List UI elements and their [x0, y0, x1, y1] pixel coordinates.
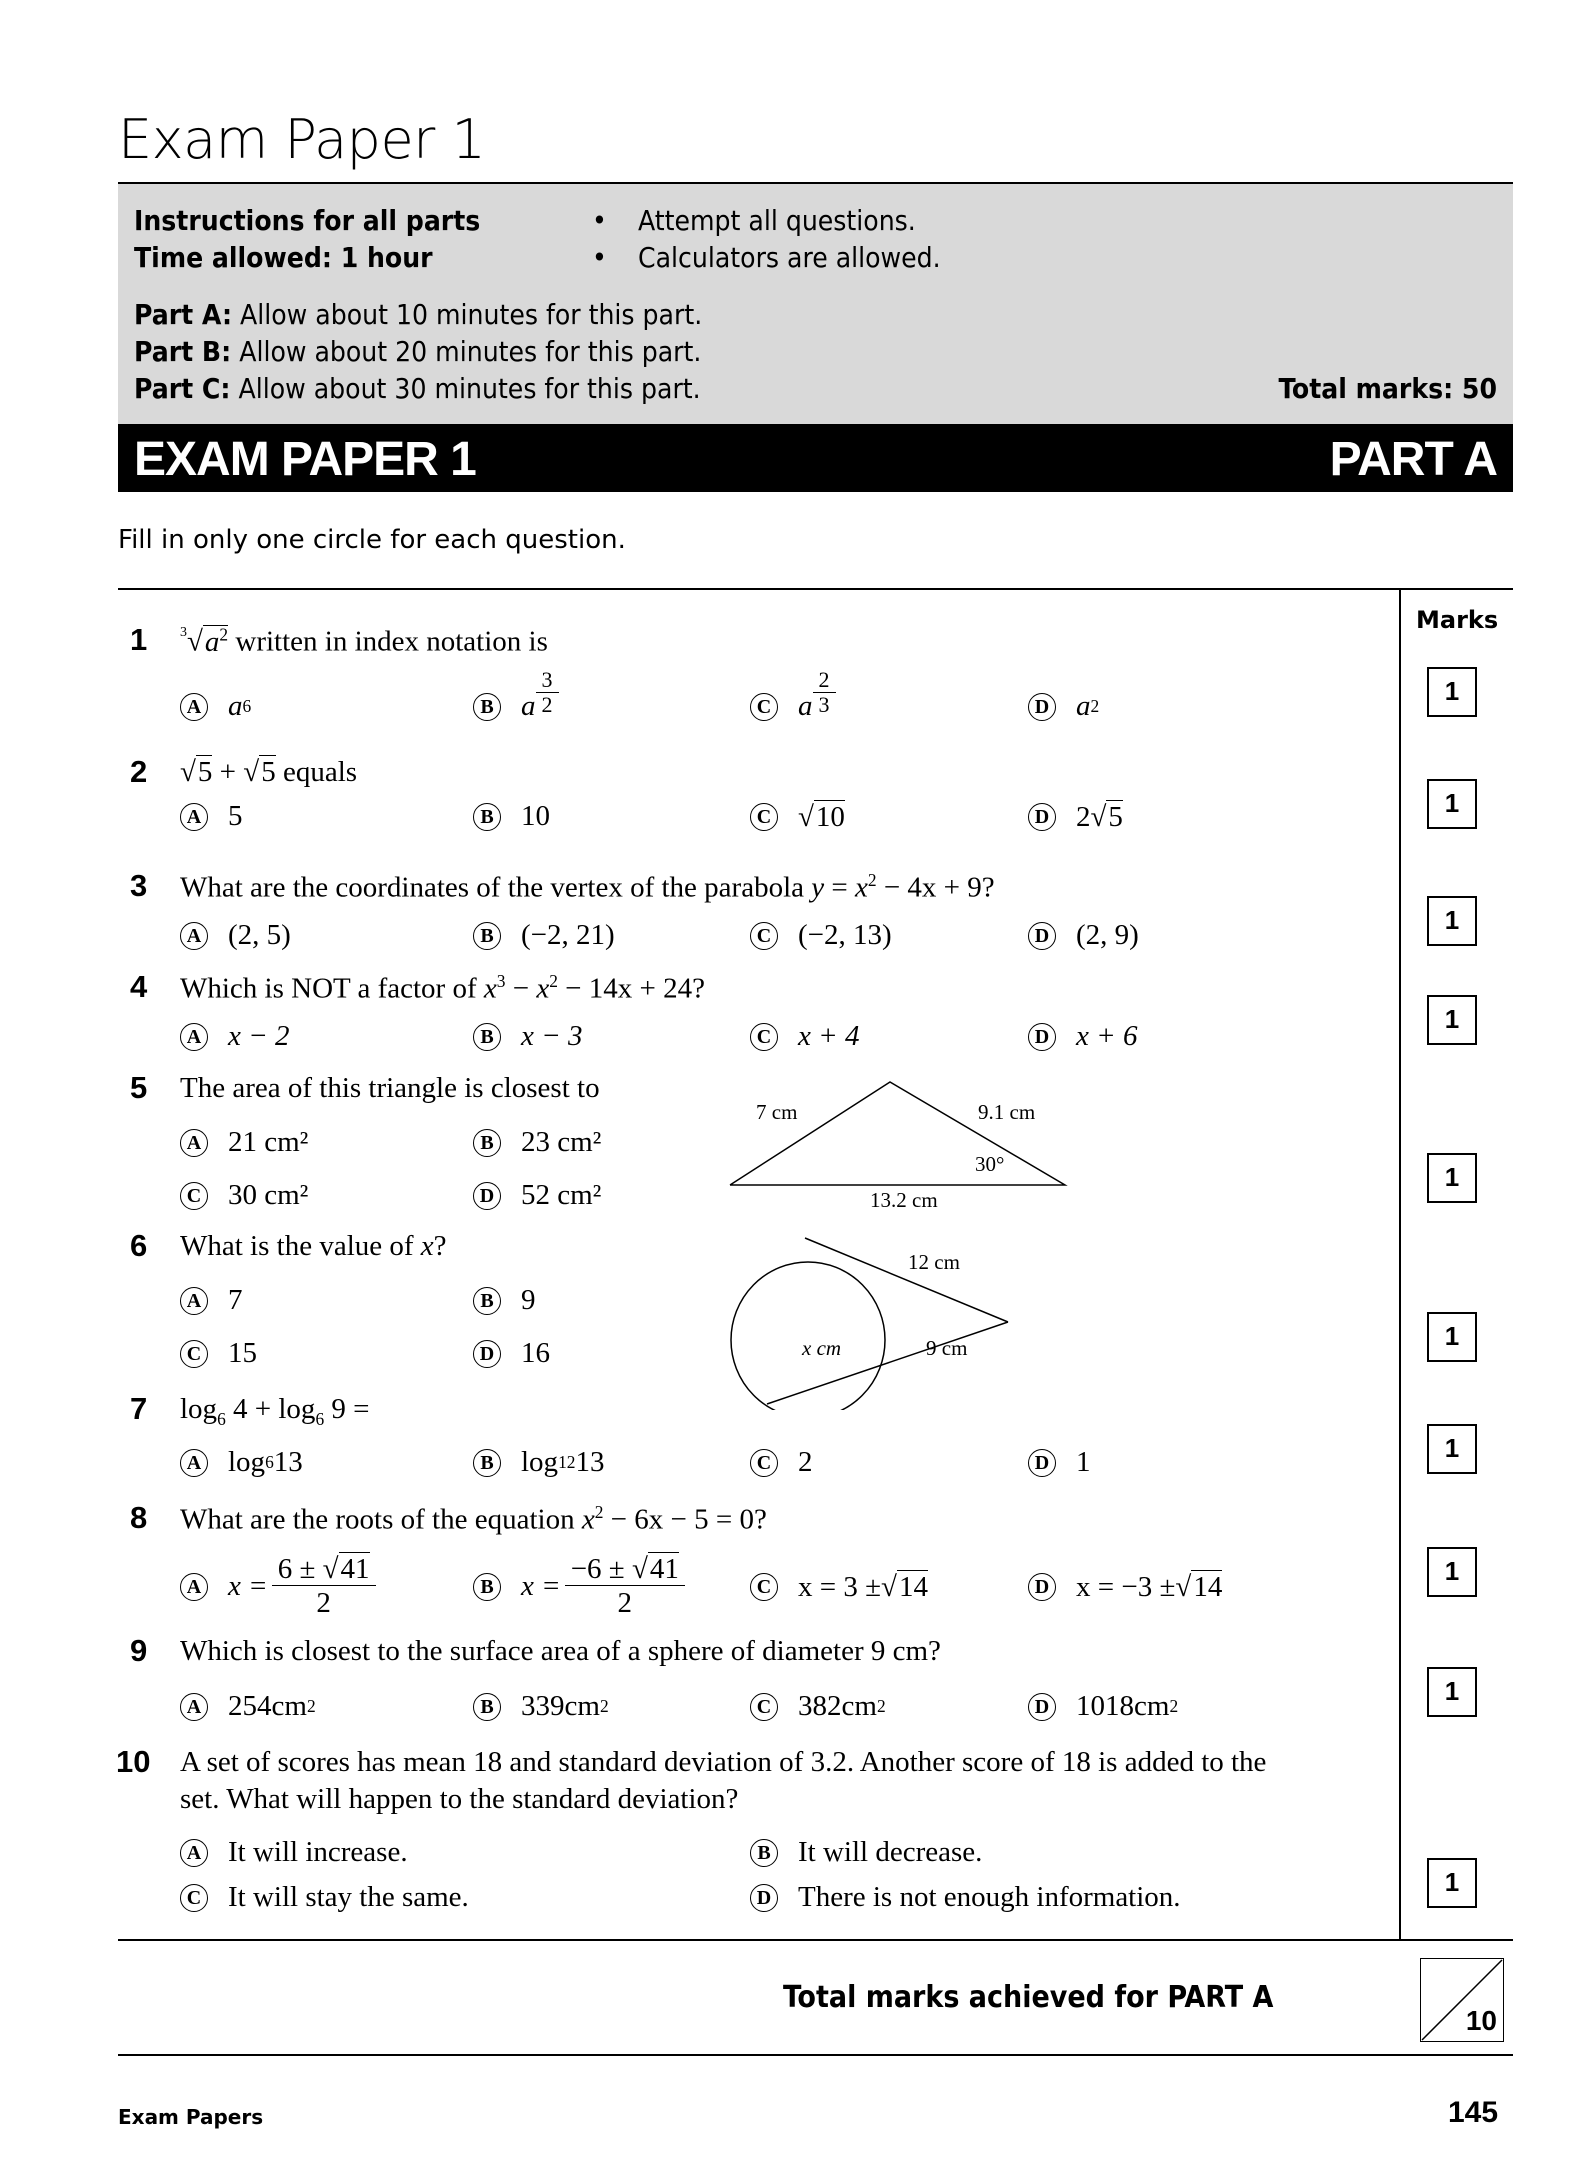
text: x = −3 ± [1076, 1570, 1176, 1603]
answer-bubble[interactable]: A [180, 693, 208, 721]
text: log [180, 1393, 218, 1425]
var: x [420, 1230, 434, 1262]
question-text-rest: written in index notation is [228, 625, 548, 658]
subscript: 6 [265, 1452, 274, 1472]
option-value: (2, 5) [228, 919, 291, 951]
question-text [180, 971, 705, 1006]
numerator: 2 [813, 668, 836, 693]
question-text [180, 756, 357, 789]
total-out-of: 10 [1465, 2005, 1497, 2036]
footer-rule [118, 2054, 1513, 2056]
question-number: 7 [130, 1391, 148, 1426]
exponent: 2 [1090, 696, 1100, 716]
part-label: Part C: [134, 372, 231, 405]
footer-section-name: Exam Papers [118, 2105, 264, 2129]
answer-bubble[interactable]: B [473, 803, 501, 831]
radical-icon: √ [1175, 1570, 1192, 1603]
answer-bubble[interactable]: D [1028, 1449, 1056, 1477]
answer-bubble[interactable]: B [473, 1023, 501, 1051]
part-a-timing [134, 298, 702, 331]
option-value: (−2, 13) [798, 919, 892, 951]
text: x = [521, 1570, 561, 1602]
question-number: 2 [130, 754, 148, 789]
answer-bubble[interactable]: C [750, 922, 778, 950]
option-d[interactable] [1028, 1690, 1178, 1723]
option-c[interactable] [750, 919, 892, 952]
exponent: 2 [306, 1696, 316, 1716]
var: x [581, 1503, 595, 1536]
radicand: 14 [898, 1571, 928, 1603]
mark-box-q4: 1 [1427, 995, 1477, 1045]
option-value: 382 [798, 1690, 842, 1722]
text: 9 = [324, 1393, 370, 1425]
option-b[interactable] [473, 919, 615, 952]
exponent: 2 [549, 971, 558, 991]
part-c-timing [134, 372, 701, 405]
option-value: 7 [228, 1284, 243, 1316]
option-value: a [798, 690, 813, 722]
answer-bubble[interactable]: B [473, 693, 501, 721]
mark-box-q1: 1 [1427, 667, 1477, 717]
question-number: 9 [130, 1633, 148, 1668]
option-b[interactable] [473, 662, 563, 723]
radical-icon: √ [322, 1553, 339, 1585]
option-a[interactable] [180, 1836, 408, 1869]
answer-bubble[interactable]: B [473, 1449, 501, 1477]
part-text: Allow about 30 minutes for this part. [238, 372, 701, 405]
answer-bubble[interactable]: D [473, 1182, 501, 1210]
exponent: 2 [867, 870, 877, 890]
answer-bubble[interactable]: C [180, 1884, 208, 1912]
text: What is the value of [180, 1230, 421, 1262]
option-b[interactable] [473, 1284, 536, 1317]
option-a[interactable] [180, 1446, 303, 1479]
mark-box-q7: 1 [1427, 1424, 1477, 1474]
triangle-diagram [720, 1070, 1080, 1220]
option-c[interactable] [180, 1881, 469, 1914]
questions-bottom-rule [118, 1939, 1513, 1941]
mark-box-q5: 1 [1427, 1153, 1477, 1203]
page-number: 145 [1448, 2096, 1499, 2129]
segment-label [802, 1336, 841, 1361]
radical-icon: √ [631, 1553, 648, 1585]
page-title: Exam Paper 1 [118, 108, 486, 171]
option-b[interactable] [473, 1020, 582, 1053]
text: log [521, 1446, 559, 1478]
fraction-exponent [536, 668, 559, 717]
answer-bubble[interactable]: D [750, 1884, 778, 1912]
question-text [180, 870, 995, 905]
answer-bubble[interactable]: A [180, 1287, 208, 1315]
text: x = 3 ± [798, 1570, 882, 1603]
answer-bubble[interactable]: C [180, 1182, 208, 1210]
answer-bubble[interactable]: C [750, 1023, 778, 1051]
total-marks: Total marks: 50 [1278, 372, 1497, 405]
option-a[interactable] [180, 1690, 316, 1723]
option-value: 2 [798, 1446, 813, 1478]
questions-top-rule [118, 588, 1513, 590]
part-b-timing [134, 335, 701, 368]
option-a[interactable] [180, 1020, 289, 1053]
text: 13 [575, 1446, 605, 1478]
answer-bubble[interactable]: D [1028, 1693, 1056, 1721]
option-value: 339 [521, 1690, 565, 1722]
option-value: It will increase. [228, 1836, 408, 1868]
answer-bubble[interactable]: C [750, 693, 778, 721]
option-d[interactable] [473, 1179, 601, 1212]
option-value: 1018 [1076, 1690, 1134, 1722]
option-d[interactable] [750, 1881, 1181, 1914]
answer-bubble[interactable]: B [473, 1693, 501, 1721]
option-value: x − 3 [521, 1020, 583, 1052]
fraction [565, 1553, 685, 1620]
segment-label: 9 cm [926, 1336, 968, 1360]
radical-icon: √ [187, 625, 203, 658]
root-index: 3 [180, 625, 187, 640]
question-number: 4 [130, 969, 148, 1004]
answer-bubble[interactable]: B [473, 922, 501, 950]
question-text-rest: equals [275, 756, 358, 788]
question-text [180, 1502, 767, 1537]
option-value: a [228, 690, 243, 722]
question-number: 8 [130, 1500, 148, 1535]
answer-bubble[interactable]: D [1028, 1023, 1056, 1051]
option-value: 9 [521, 1284, 536, 1316]
part-label: Part A: [134, 298, 233, 331]
mark-box-q10: 1 [1427, 1858, 1477, 1908]
answer-bubble[interactable]: D [473, 1340, 501, 1368]
banner-part: PART A [1329, 433, 1497, 486]
option-a[interactable] [180, 919, 291, 952]
section-banner [118, 424, 1513, 492]
option-b[interactable] [473, 1446, 604, 1479]
option-b[interactable] [473, 1126, 601, 1159]
question-text: Which is closest to the surface area of a sphere of diameter 9 cm? [180, 1635, 941, 1667]
marks-header: Marks [1416, 606, 1499, 634]
text: − 14x + 24? [557, 972, 705, 1005]
answer-bubble[interactable]: A [180, 1839, 208, 1867]
instructions-panel [118, 184, 1513, 424]
answer-bubble[interactable]: B [473, 1573, 501, 1601]
answer-bubble[interactable]: C [750, 1449, 778, 1477]
option-c[interactable] [750, 800, 845, 834]
segment-label: 12 cm [908, 1250, 960, 1274]
answer-bubble[interactable]: D [1028, 803, 1056, 831]
option-value: x + 4 [798, 1020, 860, 1052]
part-text: Allow about 10 minutes for this part. [240, 298, 703, 331]
text: log [278, 1393, 316, 1425]
answer-bubble[interactable]: D [1028, 1573, 1056, 1601]
text: 13 [273, 1446, 303, 1478]
option-value: It will decrease. [798, 1836, 983, 1868]
option-c[interactable] [180, 1179, 308, 1212]
answer-bubble[interactable]: A [180, 1573, 208, 1601]
question-text [180, 1230, 447, 1263]
coefficient: 2 [1076, 800, 1091, 833]
denominator: 2 [617, 1587, 633, 1619]
question-number: 3 [130, 868, 148, 903]
var: x [536, 972, 550, 1005]
fill-instruction: Fill in only one circle for each question. [118, 525, 626, 555]
answer-bubble[interactable]: A [180, 1449, 208, 1477]
unit: cm [841, 1690, 877, 1722]
subscript: 12 [558, 1452, 576, 1472]
exponent: 6 [242, 696, 252, 716]
radicand [203, 625, 228, 658]
text: x cm [802, 1336, 842, 1360]
circle-diagram [730, 1230, 1030, 1410]
text: − 6x − 5 = 0? [603, 1503, 767, 1536]
answer-bubble[interactable]: A [180, 1023, 208, 1051]
option-b[interactable] [473, 1553, 689, 1620]
side-label: 9.1 cm [978, 1100, 1036, 1124]
option-value: (2, 9) [1076, 919, 1139, 951]
option-b[interactable] [473, 800, 550, 833]
numerator [272, 1553, 376, 1586]
radical-icon: √ [881, 1570, 897, 1603]
answer-bubble[interactable]: C [750, 1693, 778, 1721]
banner-exam-title: EXAM PAPER 1 [134, 433, 476, 486]
text: 4 + [225, 1393, 279, 1425]
answer-bubble[interactable]: B [473, 1287, 501, 1315]
answer-bubble[interactable]: C [750, 803, 778, 831]
instructions-heading: Instructions for all parts [134, 204, 481, 237]
numerator: 3 [536, 668, 559, 693]
denominator: 2 [316, 1587, 331, 1619]
option-value: 10 [521, 800, 550, 832]
radicand: 41 [340, 1553, 370, 1585]
total-marks-box [1420, 1958, 1504, 2042]
text: − 4x + 9? [876, 871, 995, 904]
option-d[interactable] [473, 1337, 550, 1370]
radical-icon: √ [798, 800, 814, 833]
text: = [824, 871, 855, 904]
option-a[interactable] [180, 1126, 308, 1159]
subscript: 6 [315, 1408, 325, 1429]
radicand: 41 [649, 1553, 679, 1585]
text: 6 ± [277, 1553, 323, 1585]
side-label: 13.2 cm [870, 1188, 938, 1212]
option-value: 23 cm² [521, 1126, 602, 1158]
option-value: 1 [1076, 1446, 1091, 1478]
exponent: 3 [496, 971, 506, 991]
var: y [811, 871, 825, 904]
answer-bubble[interactable]: C [750, 1573, 778, 1601]
option-c[interactable] [750, 662, 840, 723]
option-value: There is not enough information. [798, 1881, 1181, 1913]
option-d[interactable] [1028, 919, 1139, 952]
option-c[interactable] [750, 1690, 886, 1723]
mark-box-q6: 1 [1427, 1312, 1477, 1362]
option-d[interactable] [1028, 690, 1099, 723]
answer-bubble[interactable]: D [1028, 693, 1056, 721]
option-b[interactable] [473, 1690, 609, 1723]
radicand: 5 [1108, 801, 1123, 833]
radicand: 5 [197, 756, 213, 788]
text: What are the roots of the equation [180, 1503, 582, 1536]
option-value: 52 cm² [521, 1179, 602, 1211]
question-number: 5 [130, 1070, 148, 1105]
exponent: 2 [599, 1696, 609, 1716]
part-label: Part B: [134, 335, 232, 368]
fraction-exponent [813, 668, 836, 717]
var: x [855, 871, 868, 904]
question-text-line-1: A set of scores has mean 18 and standard deviation of 3.2. Another score of 18 is added to the [180, 1746, 1267, 1778]
operator: + [212, 756, 244, 788]
mark-box-q8: 1 [1427, 1547, 1477, 1597]
option-c[interactable] [750, 1020, 859, 1053]
radicand: 10 [815, 801, 845, 833]
answer-bubble[interactable]: A [180, 1129, 208, 1157]
option-d[interactable] [1028, 1446, 1091, 1479]
question-text: The area of this triangle is closest to [180, 1072, 600, 1104]
answer-bubble[interactable]: A [180, 922, 208, 950]
marks-column-divider [1399, 588, 1401, 1940]
question-text [180, 1393, 370, 1430]
option-value: x − 2 [228, 1020, 290, 1052]
time-allowed: Time allowed: 1 hour [134, 241, 433, 274]
bullet-icon: • [592, 241, 607, 274]
var: x [483, 972, 497, 1005]
answer-bubble[interactable]: B [473, 1129, 501, 1157]
option-a[interactable] [180, 1284, 243, 1317]
question-text [180, 624, 548, 659]
side-label: 7 cm [756, 1100, 798, 1124]
mark-box-q9: 1 [1427, 1667, 1477, 1717]
text: −6 ± [570, 1553, 632, 1585]
option-value: 30 cm² [228, 1179, 309, 1211]
option-a[interactable] [180, 800, 243, 833]
total-marks-label: Total marks achieved for PART A [783, 1980, 1274, 2015]
answer-bubble[interactable]: A [180, 803, 208, 831]
denominator: 2 [541, 692, 553, 717]
option-d[interactable] [1028, 1020, 1137, 1053]
answer-bubble[interactable]: B [750, 1839, 778, 1867]
text: log [228, 1446, 266, 1478]
question-text-line-2: set. What will happen to the standard deviation? [180, 1783, 739, 1815]
numerator [565, 1553, 685, 1586]
circle-tangent-icon [730, 1230, 1030, 1410]
text: − [505, 972, 537, 1005]
option-value: a [521, 690, 536, 722]
question-number: 10 [116, 1744, 151, 1779]
option-value: 15 [228, 1337, 257, 1369]
mark-box-q2: 1 [1427, 779, 1477, 829]
option-value: 21 cm² [228, 1126, 309, 1158]
option-c[interactable] [750, 1570, 928, 1604]
option-value: 254 [228, 1690, 272, 1722]
option-value: 16 [521, 1337, 550, 1369]
denominator: 3 [818, 692, 830, 717]
answer-bubble[interactable]: C [180, 1340, 208, 1368]
option-value: (−2, 21) [521, 919, 615, 951]
part-text: Allow about 20 minutes for this part. [239, 335, 702, 368]
mark-box-q3: 1 [1427, 896, 1477, 946]
answer-bubble[interactable]: D [1028, 922, 1056, 950]
option-value: 5 [228, 800, 243, 832]
exponent: 2 [1169, 1696, 1179, 1716]
unit: cm [564, 1690, 600, 1722]
answer-bubble[interactable]: A [180, 1693, 208, 1721]
option-value: a [1076, 690, 1091, 722]
text: ? [433, 1230, 447, 1262]
bullet-icon: • [592, 204, 607, 237]
text: x = [228, 1570, 268, 1602]
radical-icon: √ [1090, 800, 1107, 833]
instruction-bullet: Attempt all questions. [638, 204, 916, 237]
option-value: It will stay the same. [228, 1881, 469, 1913]
fraction [272, 1553, 376, 1620]
var: a [204, 625, 220, 658]
option-c[interactable] [180, 1337, 257, 1370]
option-value: x + 6 [1076, 1020, 1138, 1052]
option-a[interactable] [180, 1553, 380, 1620]
text: Which is NOT a factor of [180, 972, 484, 1005]
exponent: 2 [876, 1696, 886, 1716]
angle-label: 30° [975, 1152, 1005, 1176]
unit: cm [271, 1690, 307, 1722]
instruction-bullet: Calculators are allowed. [638, 241, 941, 274]
option-d[interactable] [1028, 800, 1123, 834]
option-d[interactable] [1028, 1570, 1222, 1604]
option-c[interactable] [750, 1446, 813, 1479]
exponent: 2 [219, 624, 229, 644]
radicand: 5 [261, 756, 276, 788]
radical-icon: √ [243, 756, 260, 788]
subscript: 6 [217, 1408, 226, 1429]
option-a[interactable] [180, 690, 251, 723]
question-number: 1 [130, 622, 148, 657]
radical-icon: √ [180, 756, 196, 788]
exponent: 2 [594, 1502, 604, 1522]
text: What are the coordinates of the vertex of the parabola [180, 871, 812, 904]
question-number: 6 [130, 1228, 148, 1263]
radicand: 14 [1193, 1571, 1223, 1603]
unit: cm [1134, 1690, 1170, 1722]
option-b[interactable] [750, 1836, 982, 1869]
